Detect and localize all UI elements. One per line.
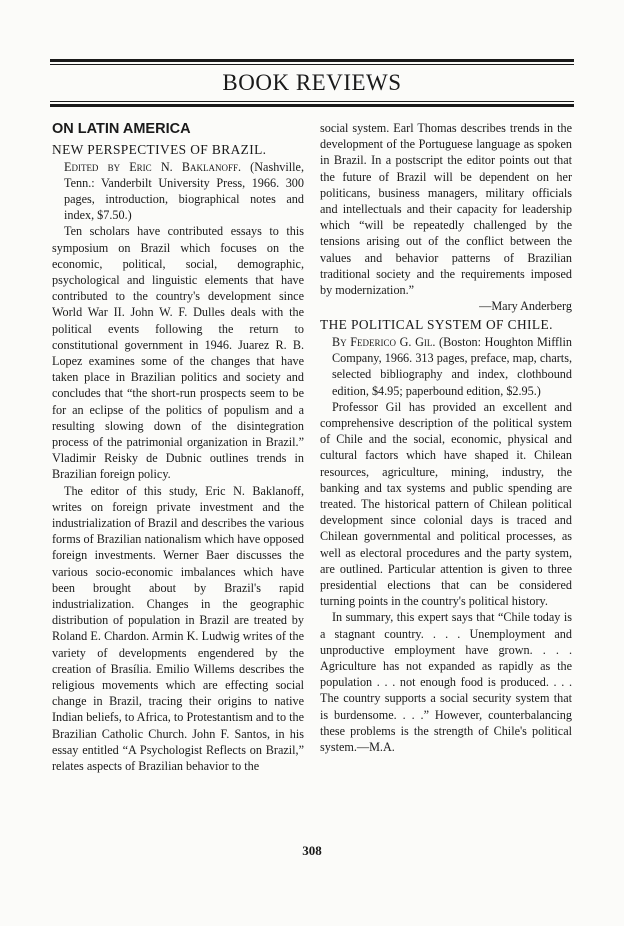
review-paragraph: Ten scholars have contributed essays to this symposium on Brazil which focuses on the economic, political, social, demographic, psychological and linguistic elements that have contributed to the country's development since World War II. John W. F. Dulles deals with the political events following the return to constitutional government in 1946. Juarez R. B. Lopez examines some of the changes that have taken place in Brazilian politics and society and concludes that “the short-run prospects seem to be for an eclipse of the politics of populism and a resulting slowing down of the disintegration process of the patrimonial organization in Brazil.” Vladimir Reisky de Dubnic outlines trends in Brazilian foreign policy. xyxy=(52,224,304,482)
review-title: THE POLITICAL SYSTEM OF CHILE. xyxy=(320,317,553,333)
review-title: NEW PERSPECTIVES OF BRAZIL. xyxy=(52,142,267,157)
review-paragraph-continued: social system. Earl Thomas describes trends in the development of the Portuguese language as spoken in Brazil. In a postscript the editor points out that the future of Brazil will be dependent on her politicans, business managers, military officials and intellectuals and their capacity for leadership which “will be repeatedly challenged by the tensions arising out of the conflict between the values and behavior patterns of Brazilian traditional society and the requirements imposed by modernization.” xyxy=(320,121,572,298)
review-citation-details: (Boston: Houghton Mifflin Company, 1966. 313 pages, preface, map, charts, selected bibliography and index, clothbound edition, $4.95; paperbound edition, $2.95.) xyxy=(332,334,572,398)
page-title: BOOK REVIEWS xyxy=(222,70,402,95)
review-brazil-continued xyxy=(320,120,572,314)
top-rule-thick xyxy=(50,59,574,62)
left-column xyxy=(52,120,304,778)
review-paragraph: Professor Gil has provided an excellent and comprehensive description of the political system of Chile and the social, economic, physical and cultural factors which have shaped it. Chilean resources, agriculture, mining, industry, the banking and tax systems and public spending are treated. The historical pattern of Chilean political development since colonial days is traced and Chilean governmental and political processes, as well as electoral procedures and the party system, are outlined. Particular attention is given to three presidential elections that can be considered turning points in the country's political history. xyxy=(320,399,572,609)
review-byline: Edited by Eric N. Baklanoff. xyxy=(64,159,242,174)
review-signature: —Mary Anderberg xyxy=(479,299,572,314)
review-byline: By Federico G. Gil. xyxy=(332,334,436,349)
top-rule-thin xyxy=(50,64,574,65)
section-heading: ON LATIN AMERICA xyxy=(52,121,191,137)
review-paragraph: The editor of this study, Eric N. Baklanoff, writes on foreign private investment and the industrialization of Brazil and describes the various forms of Brazilian nationalism which have opposed foreign investments. Werner Baer discusses the various socio-economic imbalances which have been brought about by Brazil's rapid industrialization. Changes in the geographic distribution of population in Brazil are treated by Roland E. Chardon. Armin K. Ludwig writes of the variety of developments engendered by the creation of Brasília. Emilio Willems describes the religious movements which are effecting social change in Brazil, tracing their origins to native Indian beliefs, to Africa, to Protestantism and to the Brazilian Catholic Church. John F. Santos, in his essay entitled “A Psychologist Reflects on Brazil,” relates aspects of Brazilian behavior to the xyxy=(52,483,304,774)
review-citation xyxy=(64,159,304,224)
review-citation-details: (Nashville, Tenn.: Vanderbilt University Press, 1966. 300 pages, introduction, biographical notes and index, $7.50.) xyxy=(64,159,304,223)
review-chile xyxy=(320,317,572,755)
page-number: 308 xyxy=(302,843,322,858)
review-citation xyxy=(332,334,572,399)
title-rule-thin xyxy=(50,101,574,102)
title-rule-thick xyxy=(50,104,574,107)
right-column xyxy=(320,120,572,759)
review-brazil xyxy=(52,142,304,774)
review-paragraph: In summary, this expert says that “Chile today is a stagnant country. . . . Unemployment and unproductive employment have grown. . . . Agriculture has not expanded as rapidly as the population . . . not enough food is produced. . . . The country supports a social security system that is burdensome. . . .” However, counterbalancing these problems is the strength of Chile's political system.—M.A. xyxy=(320,610,572,755)
